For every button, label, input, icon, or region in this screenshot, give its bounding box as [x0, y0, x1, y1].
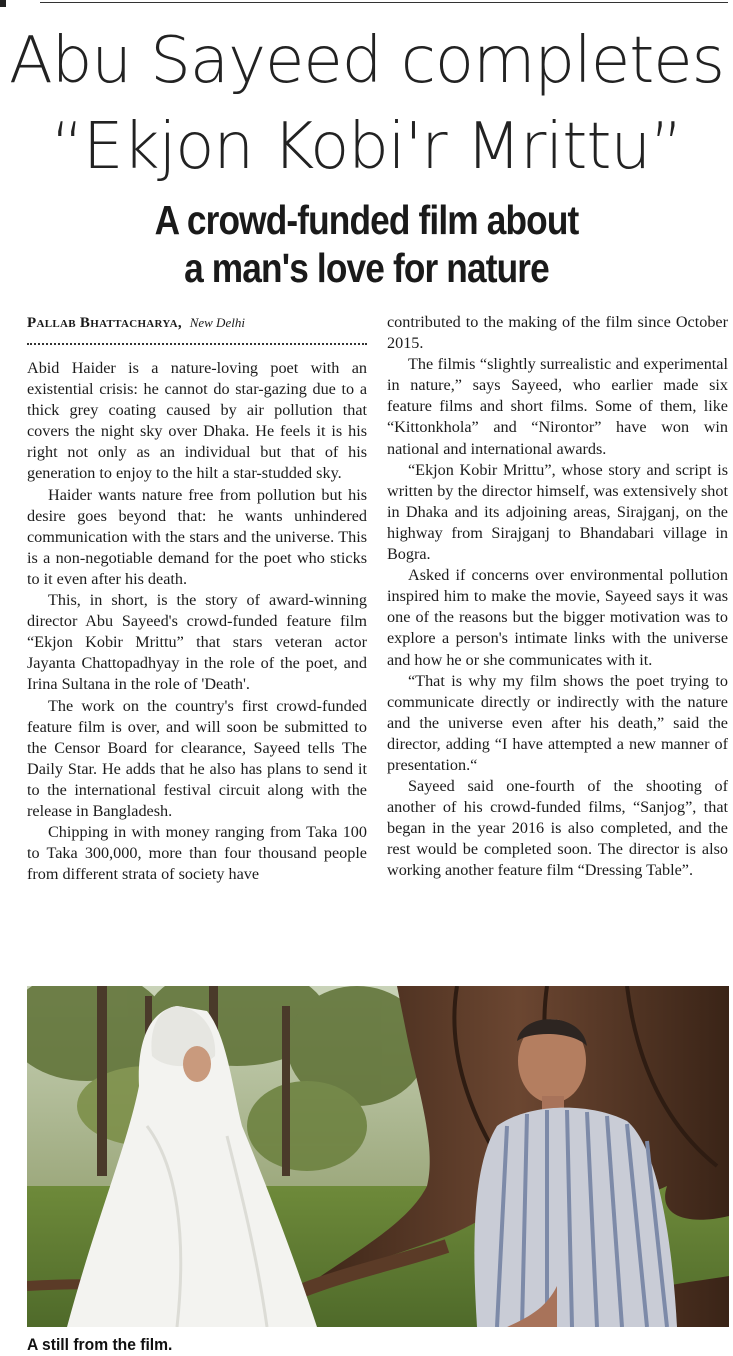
paragraph: contributed to the making of the film since October 2015.: [387, 313, 728, 353]
film-still-photo: [27, 986, 729, 1327]
byline: [27, 313, 245, 333]
paragraph: Chipping in with money ranging from Taka 100 to Taka 300,000, more than four thousand people from different strata of society have: [27, 823, 367, 884]
byline-location: New Delhi: [189, 315, 245, 330]
paragraph: The work on the country's first crowd-funded feature film is over, and will soon be submitted to the Censor Board for clearance, Sayeed tells The Daily Star. He adds that he also has plans to send it to the international festival circuit along with the release in Bangladesh.: [27, 696, 367, 820]
article-column-2: [387, 312, 728, 882]
paragraph: Sayeed said one-fourth of the shooting of another of his crowd-funded films, “Sanjog”, that began in the year 2016 is also completed, and the rest would be completed soon. The director is also working another feature film “Dressing Table”.: [387, 777, 728, 880]
paragraph: The filmis “slightly surrealistic and experimental in nature,” says Sayeed, who earlier made six feature films and short films. Some of them, like “Kittonkhola” and “Nirontor” have won win national and international awards.: [387, 355, 728, 458]
top-rule: [40, 2, 728, 3]
paragraph: Asked if concerns over environmental pollution inspired him to make the movie, Sayeed says it was one of the reasons but the bigger motivation was to explore a person's intimate links with the universe and how he or she communicates with it.: [387, 566, 728, 669]
top-corner-mark: [0, 0, 6, 7]
byline-author: Pallab Bhattacharya,: [27, 315, 182, 331]
headline-line-2: “Ekjon Kobi'r Mrittu”: [50, 110, 683, 184]
subheadline-line-1: A crowd-funded film about: [154, 197, 579, 243]
subheadline: [51, 196, 681, 292]
headline: [0, 18, 733, 190]
byline-divider: [27, 343, 367, 345]
paragraph: Haider wants nature free from pollution but his desire goes beyond that: he wants unhindered communication with the stars and the universe. This is a non-negotiable demand for the poet who sticks to it even after his death.: [27, 485, 367, 588]
subheadline-line-2: a man's love for nature: [184, 245, 549, 291]
woman-face: [183, 1046, 211, 1082]
paragraph: Abid Haider is a nature-loving poet with an existential crisis: he cannot do star-gazing due to a thick grey coating caused by air pollution that covers the night sky over Dhaka. He feels it is his right not only as an individual but that of his generation to enjoy to the hilt a star-studded sky.: [27, 359, 367, 483]
paragraph: “That is why my film shows the poet trying to communicate directly or indirectly with the nature and the universe even after his death,” said the director, adding “I have attempted a new manner of presentation.“: [387, 671, 728, 774]
headline-line-1: Abu Sayeed completes: [8, 24, 725, 98]
paragraph: This, in short, is the story of award-winning director Abu Sayeed's crowd-funded feature film “Ekjon Kobir Mrittu” that stars veteran actor Jayanta Chattopadhyay in the role of the poet, and Irina Sultana in the role of 'Death'.: [27, 591, 367, 694]
paragraph: “Ekjon Kobir Mrittu”, whose story and script is written by the director himself, was extensively shot in Dhaka and its adjoining areas, Sirajganj, on the highway from Sirajganj to Bhandabari village in Bogra.: [387, 460, 728, 564]
film-still-illustration: [27, 986, 729, 1327]
photo-caption: A still from the film.: [27, 1335, 173, 1354]
article-column-1: [27, 358, 367, 885]
